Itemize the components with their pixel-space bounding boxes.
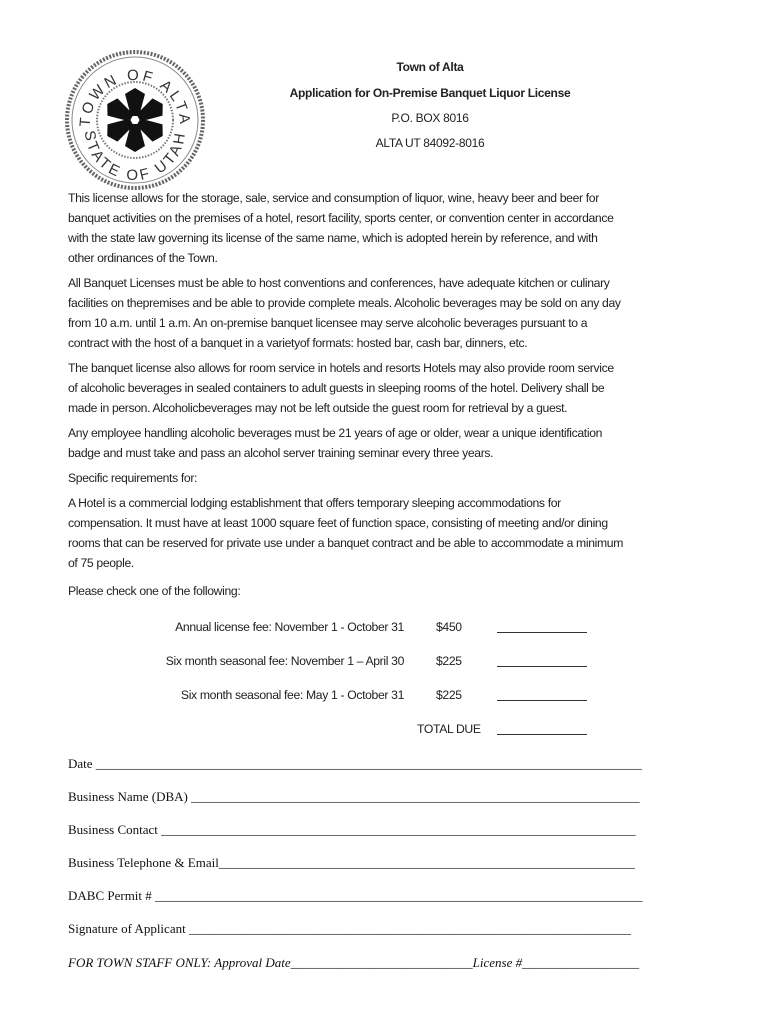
date-field[interactable]: Date ____________________________________________________________________________________: [68, 756, 642, 771]
total-due-field[interactable]: [497, 722, 587, 735]
paragraph-line: facilities on thepremises and be able to provide complete meals. Alcoholic beverages may be sold on any day: [68, 296, 621, 310]
check-prompt: Please check one of the following:: [68, 584, 241, 598]
signature-field[interactable]: Signature of Applicant ____________________________________________________________________: [68, 921, 631, 936]
paragraph-line: other ordinances of the Town.: [68, 251, 218, 265]
paragraph-line: rooms that can be reserved for private use under a banquet contract and be able to accommodate a minimum: [68, 536, 624, 550]
town-name: Town of Alta: [396, 60, 464, 74]
fee-check-summer[interactable]: [497, 688, 587, 701]
paragraph-line: Specific requirements for:: [68, 471, 198, 485]
svg-text:TOWN OF ALTA: TOWN OF ALTA: [76, 66, 194, 128]
paragraph-line: made in person. Alcoholicbeverages may not be left outside the guest room for retrieval by a guest.: [68, 401, 568, 415]
paragraph-line: of alcoholic beverages in sealed containers to adult guests in sleeping rooms of the hotel. Delivery shall be: [68, 381, 605, 395]
fee-label-annual: Annual license fee: November 1 - October 31: [175, 620, 404, 634]
fee-check-annual[interactable]: [497, 620, 587, 633]
paragraph-line: banquet activities on the premises of a hotel, resort facility, sports center, or convention center in accordance: [68, 211, 614, 225]
business-name-field[interactable]: Business Name (DBA) _____________________________________________________________________: [68, 789, 640, 804]
body-text: [68, 188, 698, 573]
paragraph-line: This license allows for the storage, sale, service and consumption of liquor, wine, heavy beer and beer for: [68, 191, 599, 205]
fee-amount-summer: $225: [436, 688, 462, 702]
document-title: Application for On-Premise Banquet Liquor License: [289, 86, 571, 100]
paragraph-line: compensation. It must have at least 1000 square feet of function space, consisting of meeting and/or dining: [68, 516, 608, 530]
approval-date-field[interactable]: ____________________________: [290, 955, 473, 970]
paragraph-line: contract with the host of a banquet in a varietyof formats: hosted bar, cash bar, dinners, etc.: [68, 336, 528, 350]
total-due-label: TOTAL DUE: [417, 722, 481, 736]
paragraph-line: All Banquet Licenses must be able to host conventions and conferences, have adequate kitchen or culinary: [68, 276, 610, 290]
fee-label-winter: Six month seasonal fee: November 1 – April 30: [165, 654, 404, 668]
dabc-permit-field[interactable]: DABC Permit # ___________________________________________________________________________: [68, 888, 643, 903]
paragraph-line: Any employee handling alcoholic beverages must be 21 years of age or older, wear a unique identification: [68, 426, 603, 440]
paragraph-line: of 75 people.: [68, 556, 134, 570]
paragraph-line: A Hotel is a commercial lodging establishment that offers temporary sleeping accommodations for: [68, 496, 561, 510]
fee-label-summer: Six month seasonal fee: May 1 - October 31: [180, 688, 404, 702]
staff-only-row: [68, 955, 639, 971]
approval-date-label: FOR TOWN STAFF ONLY: Approval Date: [68, 955, 291, 970]
business-contact-field[interactable]: Business Contact _________________________________________________________________________: [68, 822, 636, 837]
fee-amount-winter: $225: [436, 654, 462, 668]
license-number-label: License #: [472, 955, 523, 970]
fee-check-winter[interactable]: [497, 654, 587, 667]
paragraph-line: badge and must take and pass an alcohol server training seminar every three years.: [68, 446, 494, 460]
po-box: P.O. BOX 8016: [391, 111, 469, 125]
address: ALTA UT 84092-8016: [375, 136, 485, 150]
svg-text:STATE OF UTAH: STATE OF UTAH: [80, 129, 190, 185]
paragraph-line: with the state law governing its license of the same name, which is adopted herein by reference, and with: [68, 231, 598, 245]
paragraph-line: from 10 a.m. until 1 a.m. An on-premise banquet licensee may serve alcoholic beverages pursuant to a: [68, 316, 588, 330]
town-seal: [60, 45, 210, 195]
fee-amount-annual: $450: [436, 620, 462, 634]
license-number-field[interactable]: __________________: [522, 955, 640, 970]
business-phone-email-field[interactable]: Business Telephone & Email________________________________________________________________: [68, 855, 635, 870]
paragraph-line: The banquet license also allows for room service in hotels and resorts Hotels may also provide room service: [68, 361, 614, 375]
